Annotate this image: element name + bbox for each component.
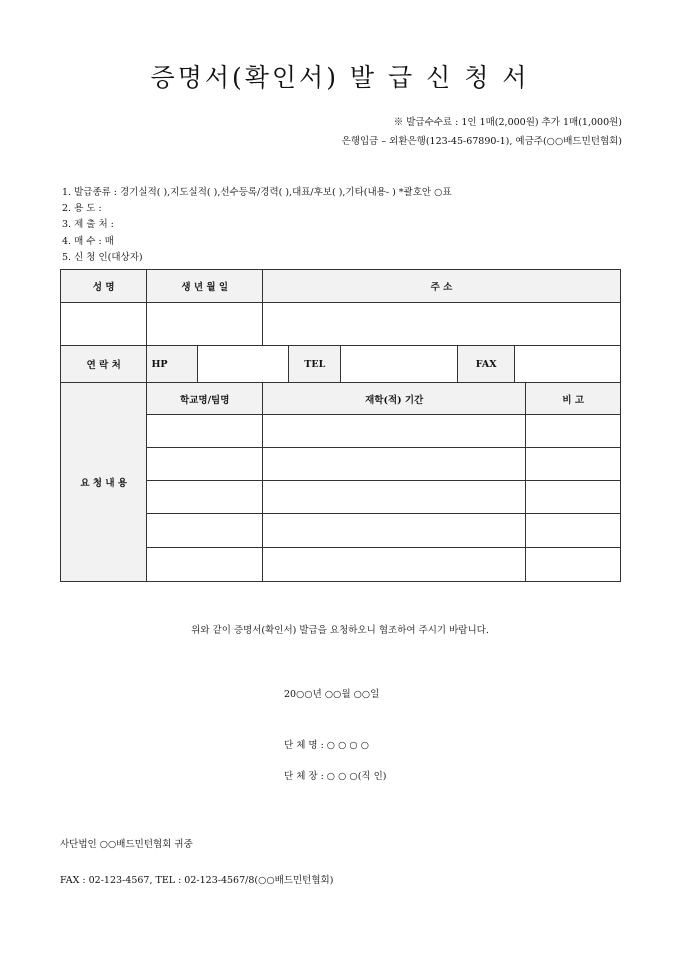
application-table (60, 269, 621, 582)
remark-header: 비 고 (526, 383, 621, 415)
page-title: 증명서(확인서) 발 급 신 청 서 (150, 63, 530, 92)
contact-info: FAX : 02-123-4567, TEL : 02-123-4567/8(○○배드민턴협회) (60, 875, 334, 886)
recipient: 사단법인 ○○배드민턴협회 귀중 (60, 839, 193, 850)
school-cell[interactable] (147, 548, 263, 582)
period-cell[interactable] (263, 448, 526, 481)
remark-cell[interactable] (526, 448, 621, 481)
birth-field[interactable] (147, 303, 263, 346)
period-header: 재학(적) 기간 (263, 383, 526, 415)
remark-cell[interactable] (526, 415, 621, 448)
name-field[interactable] (61, 303, 147, 346)
contact-header: 연 락 처 (61, 346, 147, 383)
organization-head: 단 체 장 : ○ ○ ○(직 인) (284, 771, 387, 782)
item-purpose: 2. 용 도 : (62, 203, 102, 214)
school-cell[interactable] (147, 448, 263, 481)
bank-info: 은행입금 – 외환은행(123-45-67890-1), 예금주(○○배드민턴협회) (341, 136, 622, 147)
item-submit-to: 3. 제 출 처 : (62, 219, 114, 230)
school-cell[interactable] (147, 481, 263, 514)
request-statement: 위와 같이 증명서(확인서) 발급을 요청하오니 협조하여 주시기 바랍니다. (191, 625, 489, 636)
remark-cell[interactable] (526, 548, 621, 582)
name-header: 성 명 (61, 270, 147, 303)
tel-field[interactable] (341, 346, 458, 383)
tel-label: TEL (289, 346, 341, 383)
date-line: 20○○년 ○○월 ○○일 (284, 689, 380, 700)
fee-notice: ※ 발급수수료 : 1인 1매(2,000원) 추가 1매(1,000원) (393, 117, 622, 128)
school-cell[interactable] (147, 514, 263, 548)
address-field[interactable] (263, 303, 621, 346)
fax-field[interactable] (515, 346, 621, 383)
period-cell[interactable] (263, 548, 526, 582)
remark-cell[interactable] (526, 481, 621, 514)
period-cell[interactable] (263, 481, 526, 514)
birth-header: 생 년 월 일 (147, 270, 263, 303)
address-header: 주 소 (263, 270, 621, 303)
period-cell[interactable] (263, 514, 526, 548)
organization-name: 단 체 명 : ○ ○ ○ ○ (284, 740, 370, 751)
item-applicant: 5. 신 청 인(대상자) (62, 252, 143, 263)
school-header: 학교명/팀명 (147, 383, 263, 415)
item-copies: 4. 매 수 : 매 (62, 236, 114, 247)
school-cell[interactable] (147, 415, 263, 448)
hp-label: HP (147, 346, 197, 383)
period-cell[interactable] (263, 415, 526, 448)
item-type: 1. 발급종류 : 경기실적( ),지도실적( ),선수등록/경력( ),대표/후보( ),기타(내용- ) *괄호안 ○표 (62, 187, 452, 198)
fax-label: FAX (458, 346, 515, 383)
remark-cell[interactable] (526, 514, 621, 548)
hp-field[interactable] (197, 346, 288, 383)
request-header: 요 청 내 용 (61, 383, 147, 582)
